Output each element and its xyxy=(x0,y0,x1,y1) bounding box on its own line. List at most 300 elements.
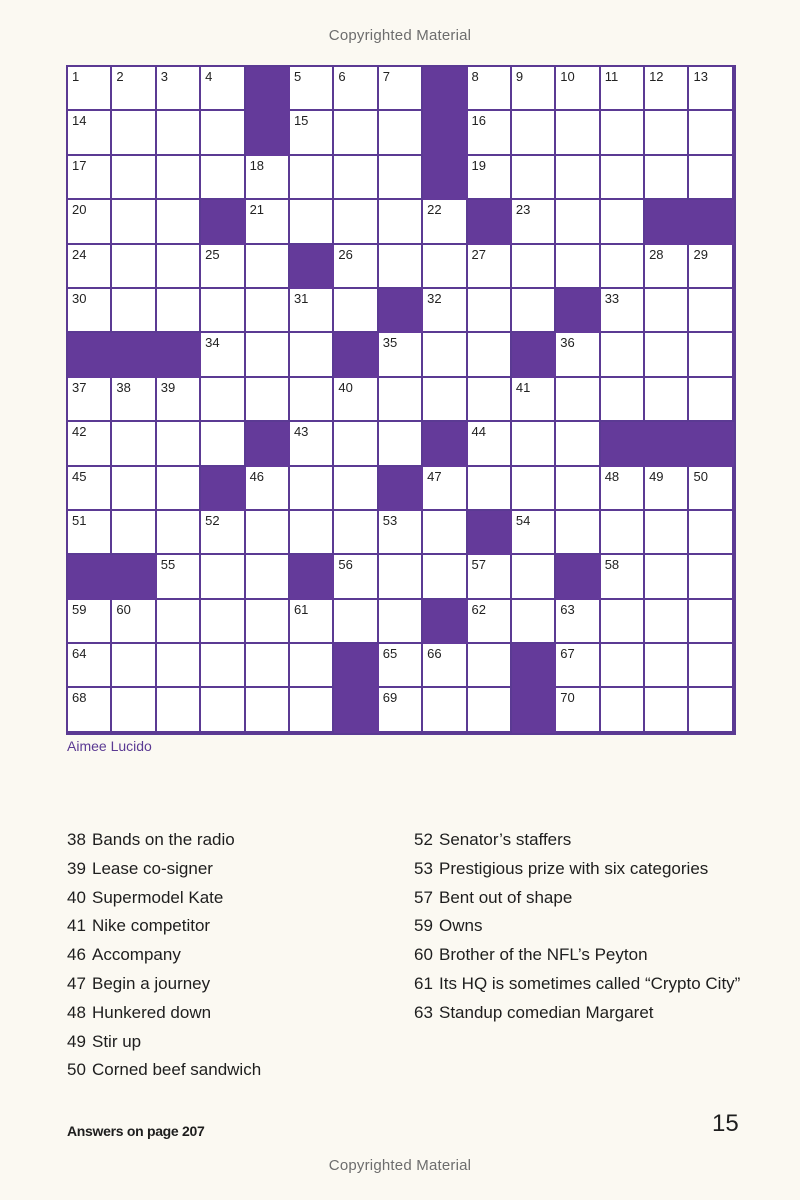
grid-cell[interactable] xyxy=(68,111,112,155)
grid-cell[interactable] xyxy=(157,111,201,155)
grid-cell[interactable] xyxy=(468,67,512,111)
cell-number: 66 xyxy=(427,646,442,662)
grid-cell[interactable] xyxy=(601,511,645,555)
clue-text: Nike competitor xyxy=(92,916,211,936)
grid-cell[interactable] xyxy=(379,378,423,422)
clue-number: 63 xyxy=(414,1002,433,1022)
cell-number: 50 xyxy=(693,468,708,484)
grid-cell[interactable] xyxy=(201,333,245,377)
cell-number: 48 xyxy=(604,468,620,484)
grid-block xyxy=(379,289,423,333)
grid-cell[interactable] xyxy=(512,467,556,511)
grid-cell[interactable] xyxy=(601,555,645,599)
grid-cell[interactable] xyxy=(379,200,423,244)
cell-number: 24 xyxy=(72,246,87,262)
grid-cell[interactable] xyxy=(423,511,467,555)
cell-number: 23 xyxy=(515,202,531,218)
grid-cell[interactable] xyxy=(645,644,689,688)
grid-cell[interactable] xyxy=(68,422,112,466)
grid-cell[interactable] xyxy=(112,644,156,688)
grid-cell[interactable] xyxy=(556,111,600,155)
grid-cell[interactable] xyxy=(112,378,156,422)
grid-cell[interactable] xyxy=(157,156,201,200)
page-number: 15 xyxy=(712,1110,739,1137)
grid-cell[interactable] xyxy=(512,289,556,333)
grid-cell[interactable] xyxy=(334,67,378,111)
grid-cell[interactable] xyxy=(512,156,556,200)
grid-cell[interactable] xyxy=(246,245,290,289)
grid-cell[interactable] xyxy=(689,289,733,333)
grid-cell[interactable] xyxy=(290,156,334,200)
grid-cell[interactable] xyxy=(512,111,556,155)
grid-cell[interactable] xyxy=(379,688,423,732)
grid-block xyxy=(68,555,112,599)
grid-cell[interactable] xyxy=(512,245,556,289)
grid-block xyxy=(112,555,156,599)
cell-number: 30 xyxy=(72,290,87,306)
grid-cell[interactable] xyxy=(601,289,645,333)
cell-number: 38 xyxy=(116,379,131,395)
grid-cell[interactable] xyxy=(246,600,290,644)
grid-cell[interactable] xyxy=(689,333,733,377)
grid-cell[interactable] xyxy=(290,378,334,422)
grid-block xyxy=(689,200,733,244)
grid-cell[interactable] xyxy=(157,378,201,422)
grid-cell[interactable] xyxy=(601,111,645,155)
grid-cell[interactable] xyxy=(379,555,423,599)
grid-cell[interactable] xyxy=(468,555,512,599)
grid-cell[interactable] xyxy=(68,644,112,688)
grid-cell[interactable] xyxy=(290,600,334,644)
cell-number: 9 xyxy=(515,69,524,84)
cell-number: 40 xyxy=(338,379,353,395)
grid-cell[interactable] xyxy=(201,422,245,466)
grid-cell[interactable] xyxy=(157,467,201,511)
grid-cell[interactable] xyxy=(689,555,733,599)
grid-cell[interactable] xyxy=(601,245,645,289)
grid-cell[interactable] xyxy=(689,644,733,688)
grid-cell[interactable] xyxy=(112,600,156,644)
cell-number: 42 xyxy=(72,424,87,440)
puzzle-byline: Aimee Lucido xyxy=(67,738,152,754)
grid-cell[interactable] xyxy=(157,644,201,688)
grid-cell[interactable] xyxy=(379,644,423,688)
grid-cell[interactable] xyxy=(157,245,201,289)
grid-cell[interactable] xyxy=(556,245,600,289)
grid-cell[interactable] xyxy=(201,156,245,200)
grid-cell[interactable] xyxy=(68,511,112,555)
answers-reference: Answers on page 207 xyxy=(67,1123,205,1139)
grid-cell[interactable] xyxy=(112,688,156,732)
clue-number: 48 xyxy=(67,1002,86,1022)
grid-cell[interactable] xyxy=(645,688,689,732)
grid-cell[interactable] xyxy=(246,644,290,688)
grid-cell[interactable] xyxy=(290,111,334,155)
grid-cell[interactable] xyxy=(556,67,600,111)
cell-number: 49 xyxy=(649,468,664,484)
grid-cell[interactable] xyxy=(201,555,245,599)
cell-number: 47 xyxy=(427,468,442,484)
cell-number: 55 xyxy=(160,557,176,573)
grid-cell[interactable] xyxy=(423,688,467,732)
grid-cell[interactable] xyxy=(290,200,334,244)
grid-cell[interactable] xyxy=(334,289,378,333)
grid-cell[interactable] xyxy=(556,422,600,466)
grid-cell[interactable] xyxy=(468,378,512,422)
clue-number: 50 xyxy=(67,1060,86,1080)
grid-cell[interactable] xyxy=(468,688,512,732)
grid-cell[interactable] xyxy=(68,156,112,200)
grid-cell[interactable] xyxy=(379,333,423,377)
grid-cell[interactable] xyxy=(645,467,689,511)
grid-cell[interactable] xyxy=(512,200,556,244)
grid-cell[interactable] xyxy=(246,688,290,732)
grid-cell[interactable] xyxy=(468,111,512,155)
cell-number: 21 xyxy=(249,202,265,218)
cell-number: 28 xyxy=(649,246,664,262)
grid-cell[interactable] xyxy=(157,688,201,732)
cell-number: 19 xyxy=(471,157,486,173)
grid-cell[interactable] xyxy=(423,245,467,289)
grid-cell[interactable] xyxy=(379,111,423,155)
grid-cell[interactable] xyxy=(689,67,733,111)
grid-cell[interactable] xyxy=(601,378,645,422)
cell-number: 13 xyxy=(693,69,708,84)
grid-cell[interactable] xyxy=(68,200,112,244)
grid-cell[interactable] xyxy=(201,378,245,422)
grid-cell[interactable] xyxy=(556,378,600,422)
grid-cell[interactable] xyxy=(157,600,201,644)
grid-cell[interactable] xyxy=(334,555,378,599)
grid-block xyxy=(689,422,733,466)
grid-block xyxy=(334,333,378,377)
grid-cell[interactable] xyxy=(379,600,423,644)
grid-cell[interactable] xyxy=(512,511,556,555)
clue-number: 52 xyxy=(414,830,433,849)
cell-number: 70 xyxy=(560,690,575,706)
grid-cell[interactable] xyxy=(112,467,156,511)
grid-cell[interactable] xyxy=(112,422,156,466)
grid-cell[interactable] xyxy=(556,200,600,244)
cell-number: 32 xyxy=(427,290,442,306)
grid-cell[interactable] xyxy=(601,600,645,644)
grid-cell[interactable] xyxy=(423,555,467,599)
cell-number: 57 xyxy=(471,557,486,573)
grid-cell[interactable] xyxy=(423,333,467,377)
cell-number: 52 xyxy=(205,512,220,528)
grid-cell[interactable] xyxy=(689,245,733,289)
cell-number: 4 xyxy=(205,69,213,84)
grid-cell[interactable] xyxy=(423,289,467,333)
grid-cell[interactable] xyxy=(290,467,334,511)
grid-cell[interactable] xyxy=(68,67,112,111)
cell-number: 54 xyxy=(515,512,531,528)
clue-text: Its HQ is sometimes called “Crypto City” xyxy=(439,973,741,993)
grid-cell[interactable] xyxy=(290,333,334,377)
grid-cell[interactable] xyxy=(68,245,112,289)
grid-cell[interactable] xyxy=(645,156,689,200)
grid-cell[interactable] xyxy=(157,422,201,466)
grid-block xyxy=(423,156,467,200)
grid-cell[interactable] xyxy=(201,644,245,688)
clue-text: Owns xyxy=(439,916,483,936)
cell-number: 26 xyxy=(338,246,353,262)
grid-cell[interactable] xyxy=(68,289,112,333)
grid-cell[interactable] xyxy=(201,289,245,333)
grid-block xyxy=(112,333,156,377)
grid-cell[interactable] xyxy=(112,156,156,200)
cell-number: 12 xyxy=(649,69,664,84)
grid-cell[interactable] xyxy=(379,422,423,466)
clue-number: 40 xyxy=(67,887,86,907)
grid-cell[interactable] xyxy=(112,67,156,111)
grid-cell[interactable] xyxy=(423,378,467,422)
cell-number: 6 xyxy=(338,69,346,84)
grid-cell[interactable] xyxy=(112,289,156,333)
cell-number: 51 xyxy=(72,512,87,528)
grid-cell[interactable] xyxy=(290,422,334,466)
grid-cell[interactable] xyxy=(246,333,290,377)
clue-text: Bands on the radio xyxy=(92,830,235,849)
grid-cell[interactable] xyxy=(468,600,512,644)
grid-cell[interactable] xyxy=(468,467,512,511)
grid-cell[interactable] xyxy=(556,511,600,555)
cell-number: 61 xyxy=(293,601,309,617)
grid-cell[interactable] xyxy=(157,555,201,599)
grid-cell[interactable] xyxy=(468,245,512,289)
grid-cell[interactable] xyxy=(334,378,378,422)
grid-cell[interactable] xyxy=(689,688,733,732)
clue-text: Hunkered down xyxy=(92,1002,212,1022)
grid-cell[interactable] xyxy=(112,511,156,555)
grid-cell[interactable] xyxy=(423,200,467,244)
cell-number: 56 xyxy=(338,557,353,573)
grid-cell[interactable] xyxy=(645,245,689,289)
grid-cell[interactable] xyxy=(645,555,689,599)
grid-block xyxy=(157,333,201,377)
grid-cell[interactable] xyxy=(290,67,334,111)
clue-number: 53 xyxy=(414,858,433,878)
grid-cell[interactable] xyxy=(689,111,733,155)
down-clues-right-column xyxy=(414,826,744,1028)
grid-cell[interactable] xyxy=(645,289,689,333)
grid-cell[interactable] xyxy=(468,333,512,377)
cell-number: 34 xyxy=(205,335,220,351)
grid-cell[interactable] xyxy=(689,467,733,511)
grid-cell[interactable] xyxy=(68,467,112,511)
grid-cell[interactable] xyxy=(246,467,290,511)
grid-cell[interactable] xyxy=(601,67,645,111)
grid-block xyxy=(423,422,467,466)
clue-number: 47 xyxy=(67,973,86,993)
grid-cell[interactable] xyxy=(645,111,689,155)
clue-number: 46 xyxy=(67,945,86,965)
cell-number: 67 xyxy=(560,646,575,662)
grid-cell[interactable] xyxy=(689,600,733,644)
grid-cell[interactable] xyxy=(334,245,378,289)
cell-number: 69 xyxy=(382,690,398,706)
grid-block xyxy=(512,644,556,688)
cell-number: 59 xyxy=(72,601,87,617)
clue-item xyxy=(414,941,744,970)
grid-cell[interactable] xyxy=(601,200,645,244)
grid-block xyxy=(423,111,467,155)
cell-number: 8 xyxy=(471,69,479,84)
cell-number: 18 xyxy=(249,157,265,173)
grid-cell[interactable] xyxy=(556,156,600,200)
grid-cell[interactable] xyxy=(246,200,290,244)
grid-cell[interactable] xyxy=(334,156,378,200)
cell-number: 35 xyxy=(382,335,398,351)
grid-cell[interactable] xyxy=(68,378,112,422)
grid-block xyxy=(645,422,689,466)
grid-block xyxy=(201,467,245,511)
grid-cell[interactable] xyxy=(246,511,290,555)
grid-cell[interactable] xyxy=(379,511,423,555)
cell-number: 46 xyxy=(249,468,265,484)
grid-block xyxy=(246,111,290,155)
grid-cell[interactable] xyxy=(379,156,423,200)
cell-number: 41 xyxy=(515,379,531,395)
grid-cell[interactable] xyxy=(112,111,156,155)
cell-number: 53 xyxy=(382,512,398,528)
grid-cell[interactable] xyxy=(334,511,378,555)
grid-block xyxy=(512,688,556,732)
grid-cell[interactable] xyxy=(512,422,556,466)
grid-block xyxy=(201,200,245,244)
grid-cell[interactable] xyxy=(201,511,245,555)
grid-cell[interactable] xyxy=(512,378,556,422)
clue-item xyxy=(67,970,397,999)
cell-number: 25 xyxy=(205,246,220,262)
clue-item xyxy=(67,884,397,913)
cell-number: 64 xyxy=(72,646,87,662)
grid-cell[interactable] xyxy=(201,111,245,155)
grid-cell[interactable] xyxy=(246,555,290,599)
grid-cell[interactable] xyxy=(512,67,556,111)
grid-cell[interactable] xyxy=(246,378,290,422)
clue-text: Corned beef sandwich xyxy=(92,1060,262,1080)
grid-cell[interactable] xyxy=(645,67,689,111)
grid-cell[interactable] xyxy=(601,467,645,511)
grid-cell[interactable] xyxy=(157,289,201,333)
grid-cell[interactable] xyxy=(68,688,112,732)
grid-block xyxy=(468,511,512,555)
copyright-watermark-bottom: Copyrighted Material xyxy=(328,1157,472,1174)
clue-text: Standup comedian Margaret xyxy=(439,1002,654,1022)
cell-number: 15 xyxy=(293,113,309,129)
grid-cell[interactable] xyxy=(556,467,600,511)
cell-number: 36 xyxy=(560,335,575,351)
grid-cell[interactable] xyxy=(601,333,645,377)
grid-cell[interactable] xyxy=(157,200,201,244)
grid-cell[interactable] xyxy=(645,511,689,555)
grid-cell[interactable] xyxy=(201,688,245,732)
grid-cell[interactable] xyxy=(334,422,378,466)
grid-block xyxy=(334,688,378,732)
grid-cell[interactable] xyxy=(334,200,378,244)
cell-number: 11 xyxy=(604,69,619,84)
clue-text: Lease co-signer xyxy=(92,858,213,878)
grid-cell[interactable] xyxy=(468,289,512,333)
cell-number: 16 xyxy=(471,113,486,129)
grid-cell[interactable] xyxy=(246,289,290,333)
grid-cell[interactable] xyxy=(645,378,689,422)
clue-item xyxy=(67,912,397,941)
clue-item xyxy=(414,999,744,1028)
clue-text: Stir up xyxy=(92,1031,142,1051)
crossword-grid[interactable] xyxy=(66,65,736,735)
clue-item xyxy=(414,884,744,913)
grid-block xyxy=(290,245,334,289)
clue-item xyxy=(67,999,397,1028)
grid-cell[interactable] xyxy=(157,67,201,111)
grid-block xyxy=(68,333,112,377)
grid-cell[interactable] xyxy=(379,245,423,289)
grid-cell[interactable] xyxy=(246,156,290,200)
grid-cell[interactable] xyxy=(157,511,201,555)
copyright-watermark-top: Copyrighted Material xyxy=(328,27,472,44)
grid-cell[interactable] xyxy=(512,555,556,599)
grid-cell[interactable] xyxy=(601,644,645,688)
grid-cell[interactable] xyxy=(689,511,733,555)
grid-cell[interactable] xyxy=(556,644,600,688)
cell-number: 7 xyxy=(382,69,390,84)
grid-cell[interactable] xyxy=(423,644,467,688)
grid-cell[interactable] xyxy=(290,688,334,732)
grid-block xyxy=(556,555,600,599)
clue-item xyxy=(67,826,397,855)
grid-cell[interactable] xyxy=(556,333,600,377)
grid-cell[interactable] xyxy=(423,467,467,511)
grid-cell[interactable] xyxy=(601,156,645,200)
cell-number: 39 xyxy=(160,379,176,395)
cell-number: 37 xyxy=(72,379,87,395)
grid-cell[interactable] xyxy=(468,422,512,466)
grid-cell[interactable] xyxy=(645,333,689,377)
clue-item xyxy=(67,1028,397,1057)
grid-cell[interactable] xyxy=(290,289,334,333)
grid-cell[interactable] xyxy=(201,245,245,289)
grid-cell[interactable] xyxy=(290,644,334,688)
grid-cell[interactable] xyxy=(689,156,733,200)
grid-cell[interactable] xyxy=(601,688,645,732)
clue-text: Supermodel Kate xyxy=(92,887,224,907)
clue-number: 61 xyxy=(414,973,433,993)
grid-cell[interactable] xyxy=(379,67,423,111)
grid-cell[interactable] xyxy=(112,245,156,289)
grid-cell[interactable] xyxy=(468,156,512,200)
grid-block xyxy=(512,333,556,377)
grid-cell[interactable] xyxy=(201,67,245,111)
grid-cell[interactable] xyxy=(112,200,156,244)
grid-cell[interactable] xyxy=(556,688,600,732)
grid-block xyxy=(246,67,290,111)
grid-cell[interactable] xyxy=(468,644,512,688)
grid-cell[interactable] xyxy=(290,511,334,555)
cell-number: 1 xyxy=(72,69,80,84)
clue-item xyxy=(414,826,744,855)
grid-cell[interactable] xyxy=(334,111,378,155)
grid-cell[interactable] xyxy=(689,378,733,422)
grid-cell[interactable] xyxy=(201,600,245,644)
grid-cell[interactable] xyxy=(68,600,112,644)
grid-cell[interactable] xyxy=(334,467,378,511)
grid-cell[interactable] xyxy=(645,600,689,644)
grid-cell[interactable] xyxy=(556,600,600,644)
grid-cell[interactable] xyxy=(512,600,556,644)
grid-cell[interactable] xyxy=(334,600,378,644)
